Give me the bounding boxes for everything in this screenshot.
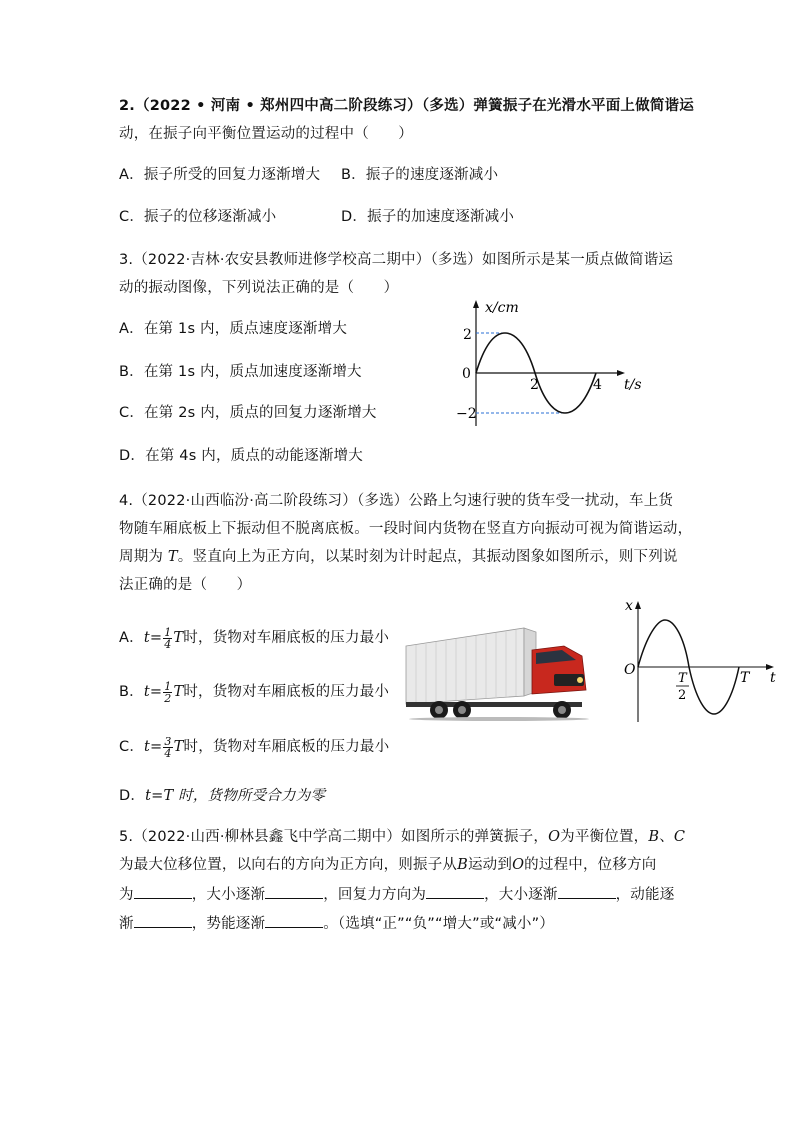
q2-option-a: A．振子所受的回复力逐渐增大 — [119, 167, 321, 183]
q4-option-d: D．t=T 时，货物所受合力为零 — [119, 788, 326, 804]
q4-half-t-num: T — [678, 671, 687, 686]
q5-stem-line3: 为 ，大小逐渐 ，回复力方向为 ，大小逐渐 ，动能逐 — [119, 884, 674, 905]
q2-option-c: C．振子的位移逐渐减小 — [119, 209, 277, 225]
q2-option-b: B．振子的速度逐渐减小 — [341, 167, 499, 183]
q3-option-c: C．在第 2s 内，质点的回复力逐渐增大 — [119, 405, 377, 421]
q4-vibration-graph — [618, 596, 782, 726]
q5-blank-2[interactable] — [265, 884, 323, 899]
q3-option-b: B．在第 1s 内，质点加速度逐渐增大 — [119, 364, 362, 380]
q4-t-period: T — [740, 670, 750, 686]
q4-y-label: x — [625, 598, 633, 614]
q5-blank-6[interactable] — [265, 913, 323, 928]
q4-option-a: A．t= $\frac{1}{4}$ T时，货物对车厢底板的压力最小 — [119, 625, 390, 651]
q3-x-arrow-icon — [617, 370, 625, 376]
q3-option-a: A．在第 1s 内，质点速度逐渐增大 — [119, 321, 348, 337]
q5-blank-1[interactable] — [134, 884, 192, 899]
q5-stem-line4: 渐 ，势能逐渐 。（选填“正”“负”“增大”或“减小”） — [119, 913, 554, 934]
q4-option-b: B．t= $\frac{1}{2}$ T时，货物对车厢底板的压力最小 — [119, 679, 390, 705]
q3-stem-line2: 动的振动图像，下列说法正确的是（ ） — [119, 280, 399, 296]
q4-origin: O — [624, 662, 636, 678]
q2-stem-line1: 2.（2022 • 河南 • 郑州四中高二阶段练习）（多选）弹簧振子在光滑水平面上做简谐运 — [119, 98, 694, 114]
q4-stem-line1: 4.（2022·山西临汾·高二阶段练习）（多选）公路上匀速行驶的货车受一扰动，车上货 — [119, 493, 674, 509]
q5-stem-line1: 5.（2022·山西·柳林县鑫飞中学高二期中）如图所示的弹簧振子，O为平衡位置，B、C — [119, 829, 686, 845]
q3-t-2: 2 — [530, 377, 539, 393]
q3-t-4: 4 — [593, 377, 602, 393]
q3-y-label: x/cm — [485, 300, 519, 316]
q5-blank-5[interactable] — [134, 913, 192, 928]
q4-stem-line2: 物随车厢底板上下振动但不脱离底板。一段时间内货物在竖直方向振动可视为简谐运动， — [119, 521, 693, 537]
q2-stem-line2: 动，在振子向平衡位置运动的过程中（ ） — [119, 126, 413, 142]
q4-stem-line4: 法正确的是（ ） — [119, 577, 252, 593]
q5-stem-line2: 为最大位移位置，以向右的方向为正方向，则振子从B运动到O的过程中，位移方向 — [119, 857, 657, 873]
q4-half-t-den: 2 — [678, 688, 687, 703]
q3-origin: 0 — [462, 366, 471, 382]
q4-x-label: t — [770, 670, 776, 686]
q4-option-c: C．t= $\frac{3}{4}$ T时，货物对车厢底板的压力最小 — [119, 734, 390, 760]
q3-vibration-graph — [445, 296, 655, 432]
q4-stem-line3: 周期为 T。竖直向上为正方向，以某时刻为计时起点，其振动图象如图所示，则下列说 — [119, 549, 678, 565]
q3-y-arrow-icon — [473, 300, 479, 308]
q5-blank-4[interactable] — [558, 884, 616, 899]
q3-stem-line1: 3.（2022·吉林·农安县教师进修学校高二期中）（多选）如图所示是某一质点做简谐运 — [119, 252, 674, 268]
q2-option-d: D．振子的加速度逐渐减小 — [341, 209, 515, 225]
truck-image — [404, 626, 590, 722]
q3-tick-2: 2 — [463, 327, 472, 343]
q4-y-arrow-icon — [635, 601, 641, 609]
q3-option-d: D．在第 4s 内，质点的动能逐渐增大 — [119, 448, 363, 464]
q3-tick-neg2: −2 — [456, 406, 477, 422]
q3-x-label: t/s — [624, 377, 642, 393]
q5-blank-3[interactable] — [426, 884, 484, 899]
